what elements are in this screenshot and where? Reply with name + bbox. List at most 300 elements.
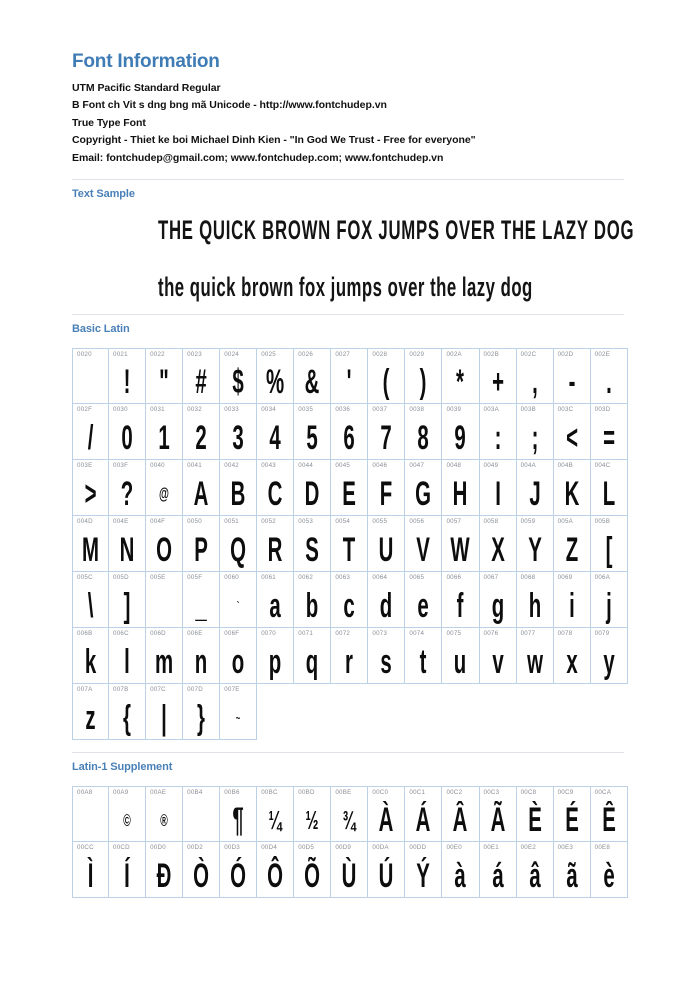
codepoint-label: 0030 xyxy=(113,406,128,414)
glyph-cell[interactable] xyxy=(517,628,554,684)
glyph-character: 9 xyxy=(454,418,467,457)
glyph-character: J xyxy=(528,474,541,513)
glyph-cell-empty xyxy=(405,684,442,740)
codepoint-label: 00E3 xyxy=(557,844,574,852)
glyph-cell[interactable] xyxy=(368,786,405,842)
glyph-character: Â xyxy=(453,801,468,840)
codepoint-label: 00CC xyxy=(77,844,94,852)
codepoint-label: 005C xyxy=(77,574,93,582)
glyph-character: k xyxy=(84,642,97,681)
codepoint-label: 0069 xyxy=(557,574,573,582)
glyph-character: P xyxy=(194,530,208,569)
glyph-cell[interactable] xyxy=(554,628,591,684)
glyph-character: v xyxy=(491,642,504,681)
codepoint-label: 00C9 xyxy=(557,789,574,797)
glyph-character: @ xyxy=(159,484,170,504)
codepoint-label: 004A xyxy=(520,462,537,470)
glyph-cell[interactable] xyxy=(183,460,220,516)
glyph-character: U xyxy=(379,530,394,569)
glyph-cell[interactable] xyxy=(72,684,109,740)
codepoint-label: 0061 xyxy=(261,574,276,582)
glyph-cell[interactable] xyxy=(405,404,442,460)
glyph-character: Ù xyxy=(341,856,357,895)
glyph-character: ) xyxy=(420,363,427,402)
codepoint-label: 0023 xyxy=(187,351,202,359)
codepoint-label: 004E xyxy=(113,518,129,526)
codepoint-label: 003D xyxy=(594,406,611,414)
glyph-cell[interactable] xyxy=(257,404,294,460)
codepoint-label: 0041 xyxy=(187,462,202,470)
codepoint-label: 0066 xyxy=(446,574,462,582)
glyph-cell[interactable] xyxy=(331,348,368,404)
glyph-character: Í xyxy=(124,856,130,895)
glyph-cell-empty xyxy=(517,684,554,740)
glyph-cell[interactable] xyxy=(109,684,146,740)
glyph-cell[interactable] xyxy=(554,786,591,842)
glyph-cell[interactable] xyxy=(517,460,554,516)
codepoint-label: 0054 xyxy=(335,518,351,526)
codepoint-label: 0029 xyxy=(409,351,425,359)
codepoint-label: 003E xyxy=(77,462,93,470)
glyph-cell[interactable] xyxy=(331,404,368,460)
codepoint-label: 0071 xyxy=(298,630,314,638)
glyph-cell[interactable] xyxy=(146,460,183,516)
glyph-character: ¶ xyxy=(232,801,244,840)
glyph-character: z xyxy=(85,698,96,737)
glyph-cell[interactable] xyxy=(368,516,405,572)
glyph-character: N xyxy=(119,530,135,569)
font-info-line: True Type Font xyxy=(72,116,146,129)
codepoint-label: 00E8 xyxy=(594,844,611,852)
glyph-character: ® xyxy=(160,810,168,830)
codepoint-label: 00BD xyxy=(298,789,315,797)
codepoint-label: 007E xyxy=(224,686,240,694)
glyph-character: Õ xyxy=(304,856,321,895)
glyph-character: Y xyxy=(527,530,542,569)
codepoint-label: 006F xyxy=(224,630,240,638)
glyph-cell[interactable] xyxy=(331,516,368,572)
glyph-character: 2 xyxy=(195,418,207,457)
glyph-character: ã xyxy=(565,856,578,895)
glyph-cell[interactable] xyxy=(109,572,146,628)
glyph-cell[interactable] xyxy=(109,786,146,842)
codepoint-label: 003B xyxy=(520,406,537,414)
codepoint-label: 0058 xyxy=(483,518,499,526)
glyph-cell[interactable] xyxy=(480,516,517,572)
glyph-cell[interactable] xyxy=(146,348,183,404)
codepoint-label: 0048 xyxy=(446,462,462,470)
glyph-cell[interactable] xyxy=(294,842,331,898)
glyph-character: : xyxy=(494,418,501,457)
glyph-character: > xyxy=(84,474,97,513)
codepoint-label: 0042 xyxy=(224,462,239,470)
section-heading-basic-latin: Basic Latin xyxy=(72,323,130,336)
codepoint-label: 00D3 xyxy=(224,844,240,852)
glyph-cell[interactable] xyxy=(331,460,368,516)
glyph-cell[interactable] xyxy=(109,460,146,516)
glyph-cell[interactable] xyxy=(257,460,294,516)
glyph-character: ` xyxy=(237,598,240,613)
glyph-character: ( xyxy=(383,363,390,402)
glyph-cell-empty xyxy=(442,684,479,740)
glyph-cell[interactable] xyxy=(517,572,554,628)
glyph-cell[interactable] xyxy=(146,842,183,898)
glyph-cell-empty xyxy=(257,684,294,740)
codepoint-label: 004B xyxy=(557,462,574,470)
glyph-character: ¼ xyxy=(268,805,282,836)
glyph-cell[interactable] xyxy=(442,842,479,898)
codepoint-label: 0064 xyxy=(372,574,388,582)
glyph-cell[interactable] xyxy=(72,572,109,628)
glyph-cell[interactable] xyxy=(591,348,628,404)
glyph-cell[interactable] xyxy=(442,460,479,516)
glyph-cell[interactable] xyxy=(331,786,368,842)
codepoint-label: 007D xyxy=(187,686,203,694)
glyph-cell[interactable] xyxy=(183,786,220,842)
glyph-cell[interactable] xyxy=(146,684,183,740)
glyph-cell[interactable] xyxy=(220,786,257,842)
codepoint-label: 003F xyxy=(113,462,129,470)
glyph-cell[interactable] xyxy=(591,404,628,460)
codepoint-label: 0075 xyxy=(446,630,462,638)
glyph-character: # xyxy=(195,363,207,402)
glyph-character: V xyxy=(416,530,431,569)
glyph-character: O xyxy=(156,530,173,569)
glyph-cell[interactable] xyxy=(294,348,331,404)
glyph-cell[interactable] xyxy=(405,786,442,842)
glyph-cell[interactable] xyxy=(368,628,405,684)
glyph-cell[interactable] xyxy=(554,348,591,404)
glyph-character: r xyxy=(345,642,354,681)
glyph-character: % xyxy=(266,363,285,402)
glyph-cell[interactable] xyxy=(183,572,220,628)
glyph-character: o xyxy=(231,642,245,681)
codepoint-label: 0055 xyxy=(372,518,388,526)
glyph-cell[interactable] xyxy=(257,786,294,842)
codepoint-label: 006B xyxy=(77,630,93,638)
glyph-cell[interactable] xyxy=(442,404,479,460)
glyph-cell[interactable] xyxy=(554,842,591,898)
glyph-character: 5 xyxy=(306,418,318,457)
glyph-character: < xyxy=(565,418,578,457)
glyph-cell[interactable] xyxy=(554,460,591,516)
glyph-character: 7 xyxy=(380,418,393,457)
codepoint-label: 004F xyxy=(150,518,166,526)
glyph-cell[interactable] xyxy=(480,572,517,628)
glyph-character: e xyxy=(417,586,430,625)
glyph-character: s xyxy=(380,642,393,681)
glyph-cell[interactable] xyxy=(109,404,146,460)
glyph-cell-empty xyxy=(480,684,517,740)
glyph-character: ] xyxy=(123,586,131,625)
glyph-character: [ xyxy=(605,530,613,569)
glyph-cell[interactable] xyxy=(220,348,257,404)
glyph-cell[interactable] xyxy=(72,516,109,572)
glyph-cell[interactable] xyxy=(220,628,257,684)
glyph-character: © xyxy=(123,810,131,830)
glyph-character: 4 xyxy=(269,418,281,457)
codepoint-label: 0027 xyxy=(335,351,351,359)
glyph-cell[interactable] xyxy=(146,628,183,684)
glyph-character: ½ xyxy=(305,805,319,836)
glyph-character: B xyxy=(230,474,246,513)
glyph-cell[interactable] xyxy=(294,628,331,684)
glyph-cell[interactable] xyxy=(183,628,220,684)
glyph-character: W xyxy=(450,530,471,569)
glyph-character: 3 xyxy=(232,418,244,457)
glyph-cell[interactable] xyxy=(591,628,628,684)
glyph-cell[interactable] xyxy=(331,572,368,628)
glyph-cell[interactable] xyxy=(405,572,442,628)
codepoint-label: 005A xyxy=(557,518,574,526)
glyph-cell[interactable] xyxy=(183,516,220,572)
glyph-cell[interactable] xyxy=(72,786,109,842)
codepoint-label: 0072 xyxy=(335,630,351,638)
glyph-cell[interactable] xyxy=(220,572,257,628)
codepoint-label: 0051 xyxy=(224,518,239,526)
glyph-cell[interactable] xyxy=(554,516,591,572)
glyph-cell[interactable] xyxy=(480,460,517,516)
glyph-cell[interactable] xyxy=(554,572,591,628)
glyph-cell[interactable] xyxy=(257,572,294,628)
glyph-cell[interactable] xyxy=(183,842,220,898)
codepoint-label: 003A xyxy=(483,406,499,414)
glyph-cell[interactable] xyxy=(480,842,517,898)
glyph-cell[interactable] xyxy=(591,460,628,516)
section-divider xyxy=(72,752,624,753)
glyph-character: _ xyxy=(195,586,207,625)
glyph-cell[interactable] xyxy=(517,348,554,404)
glyph-cell[interactable] xyxy=(257,628,294,684)
glyph-cell[interactable] xyxy=(405,842,442,898)
glyph-character: | xyxy=(161,698,167,737)
glyph-character xyxy=(80,361,101,403)
codepoint-label: 00B4 xyxy=(187,789,203,797)
glyph-cell[interactable] xyxy=(517,786,554,842)
glyph-cell[interactable] xyxy=(442,786,479,842)
glyph-cell[interactable] xyxy=(442,628,479,684)
glyph-cell-empty xyxy=(331,684,368,740)
text-sample-lowercase: the quick brown fox jumps over the lazy dog xyxy=(158,272,533,303)
glyph-cell-empty xyxy=(294,684,331,740)
glyph-character: a xyxy=(269,586,281,625)
codepoint-label: 0063 xyxy=(335,574,351,582)
glyph-cell[interactable] xyxy=(109,348,146,404)
glyph-character: E xyxy=(342,474,357,513)
glyph-character: x xyxy=(565,642,578,681)
glyph-cell[interactable] xyxy=(480,404,517,460)
glyph-cell[interactable] xyxy=(405,348,442,404)
font-info-line: B Font ch Vit s dng bng mã Unicode - http://www.fontchudep.vn xyxy=(72,99,387,112)
codepoint-label: 0025 xyxy=(261,351,276,359)
glyph-character: f xyxy=(457,586,464,625)
glyph-cell[interactable] xyxy=(220,684,257,740)
glyph-cell[interactable] xyxy=(480,348,517,404)
glyph-cell[interactable] xyxy=(294,786,331,842)
glyph-cell[interactable] xyxy=(442,348,479,404)
glyph-character: X xyxy=(490,530,505,569)
font-info-line: Copyright - Thiet ke boi Michael Dinh Kien - "In God We Trust - Free for everyone" xyxy=(72,134,476,147)
glyph-character: D xyxy=(304,474,320,513)
glyph-cell[interactable] xyxy=(257,842,294,898)
glyph-cell[interactable] xyxy=(331,842,368,898)
codepoint-label: 0047 xyxy=(409,462,425,470)
glyph-character: R xyxy=(267,530,283,569)
glyph-cell[interactable] xyxy=(183,348,220,404)
glyph-cell[interactable] xyxy=(294,460,331,516)
glyph-cell[interactable] xyxy=(405,460,442,516)
codepoint-label: 007A xyxy=(77,686,93,694)
glyph-cell[interactable] xyxy=(554,404,591,460)
glyph-cell[interactable] xyxy=(294,516,331,572)
glyph-cell[interactable] xyxy=(146,516,183,572)
glyph-cell[interactable] xyxy=(257,348,294,404)
glyph-character: \ xyxy=(87,586,94,625)
glyph-cell[interactable] xyxy=(220,460,257,516)
glyph-character: Ú xyxy=(379,856,394,895)
glyph-character: g xyxy=(491,586,504,625)
glyph-cell[interactable] xyxy=(368,348,405,404)
glyph-character: ? xyxy=(120,474,134,513)
glyph-cell[interactable] xyxy=(331,628,368,684)
glyph-cell[interactable] xyxy=(146,572,183,628)
codepoint-label: 00E0 xyxy=(446,844,462,852)
glyph-character: 1 xyxy=(158,418,170,457)
glyph-cell[interactable] xyxy=(368,842,405,898)
codepoint-label: 004D xyxy=(77,518,93,526)
glyph-cell[interactable] xyxy=(109,516,146,572)
glyph-cell[interactable] xyxy=(368,460,405,516)
codepoint-label: 00AE xyxy=(150,789,167,797)
glyph-character: è xyxy=(603,856,615,895)
codepoint-label: 002D xyxy=(557,351,574,359)
glyph-character: , xyxy=(531,363,538,402)
glyph-character: K xyxy=(564,474,579,513)
glyph-character: â xyxy=(528,856,541,895)
glyph-cell[interactable] xyxy=(480,786,517,842)
codepoint-label: 002F xyxy=(77,406,93,414)
glyph-cell[interactable] xyxy=(294,572,331,628)
codepoint-label: 0031 xyxy=(150,406,165,414)
font-info-line: Email: fontchudep@gmail.com; www.fontchudep.com; www.fontchudep.vn xyxy=(72,151,444,164)
glyph-cell[interactable] xyxy=(442,572,479,628)
glyph-cell[interactable] xyxy=(183,404,220,460)
glyph-cell[interactable] xyxy=(220,516,257,572)
glyph-cell[interactable] xyxy=(72,404,109,460)
codepoint-label: 00CD xyxy=(113,844,130,852)
codepoint-label: 0067 xyxy=(483,574,499,582)
glyph-character: Ò xyxy=(193,856,210,895)
glyph-cell[interactable] xyxy=(72,628,109,684)
glyph-character: ; xyxy=(531,418,538,457)
codepoint-label: 005E xyxy=(150,574,166,582)
codepoint-label: 0039 xyxy=(446,406,462,414)
glyph-character: À xyxy=(379,801,394,840)
codepoint-label: 00DD xyxy=(409,844,427,852)
glyph-character: ' xyxy=(346,363,352,402)
glyph-cell[interactable] xyxy=(591,516,628,572)
glyph-cell[interactable] xyxy=(294,404,331,460)
glyph-cell[interactable] xyxy=(109,628,146,684)
glyph-cell[interactable] xyxy=(72,460,109,516)
glyph-cell[interactable] xyxy=(72,348,109,404)
glyph-cell[interactable] xyxy=(517,516,554,572)
codepoint-label: 00D5 xyxy=(298,844,315,852)
glyph-cell[interactable] xyxy=(591,786,628,842)
codepoint-label: 0034 xyxy=(261,406,276,414)
glyph-cell[interactable] xyxy=(183,684,220,740)
section-heading-text-sample: Text Sample xyxy=(72,187,135,200)
glyph-cell[interactable] xyxy=(146,404,183,460)
section-text-sample xyxy=(72,179,635,303)
glyph-character: l xyxy=(124,642,130,681)
codepoint-label: 00CA xyxy=(594,789,612,797)
glyph-character xyxy=(80,799,101,841)
codepoint-label: 0020 xyxy=(77,351,92,359)
codepoint-label: 00E2 xyxy=(520,844,537,852)
text-sample-block xyxy=(72,215,635,303)
codepoint-label: 0046 xyxy=(372,462,388,470)
glyph-character: I xyxy=(494,474,501,513)
glyph-table-latin1-supplement xyxy=(72,786,628,898)
glyph-character xyxy=(190,799,212,841)
codepoint-label: 00BE xyxy=(335,789,352,797)
glyph-character: q xyxy=(306,642,319,681)
codepoint-label: 002C xyxy=(520,351,537,359)
codepoint-label: 005B xyxy=(594,518,611,526)
codepoint-label: 0076 xyxy=(483,630,499,638)
glyph-cell[interactable] xyxy=(220,404,257,460)
codepoint-label: 0068 xyxy=(520,574,536,582)
glyph-cell[interactable] xyxy=(109,842,146,898)
glyph-character: $ xyxy=(232,363,244,402)
glyph-cell[interactable] xyxy=(72,842,109,898)
glyph-cell[interactable] xyxy=(591,572,628,628)
glyph-cell[interactable] xyxy=(517,404,554,460)
codepoint-label: 0052 xyxy=(261,518,276,526)
codepoint-label: 00C0 xyxy=(372,789,389,797)
glyph-cell[interactable] xyxy=(480,628,517,684)
codepoint-label: 0036 xyxy=(335,406,351,414)
glyph-character: b xyxy=(306,586,319,625)
codepoint-label: 0043 xyxy=(261,462,276,470)
codepoint-label: 0024 xyxy=(224,351,239,359)
glyph-cell[interactable] xyxy=(517,842,554,898)
codepoint-label: 007B xyxy=(113,686,129,694)
glyph-cell[interactable] xyxy=(405,516,442,572)
glyph-cell[interactable] xyxy=(591,842,628,898)
codepoint-label: 005F xyxy=(187,574,203,582)
glyph-cell[interactable] xyxy=(146,786,183,842)
codepoint-label: 00D4 xyxy=(261,844,278,852)
section-divider xyxy=(72,314,624,315)
glyph-character: Á xyxy=(416,801,431,840)
glyph-cell[interactable] xyxy=(368,572,405,628)
glyph-cell[interactable] xyxy=(442,516,479,572)
codepoint-label: 0057 xyxy=(446,518,462,526)
glyph-character: / xyxy=(87,418,94,457)
glyph-cell[interactable] xyxy=(257,516,294,572)
glyph-character: M xyxy=(82,530,100,569)
glyph-character: = xyxy=(602,418,615,457)
glyph-cell[interactable] xyxy=(405,628,442,684)
glyph-cell[interactable] xyxy=(220,842,257,898)
codepoint-label: 0021 xyxy=(113,351,128,359)
glyph-character: 6 xyxy=(343,418,356,457)
glyph-cell[interactable] xyxy=(368,404,405,460)
page-title: Font Information xyxy=(72,51,220,72)
codepoint-label: 00D0 xyxy=(150,844,166,852)
